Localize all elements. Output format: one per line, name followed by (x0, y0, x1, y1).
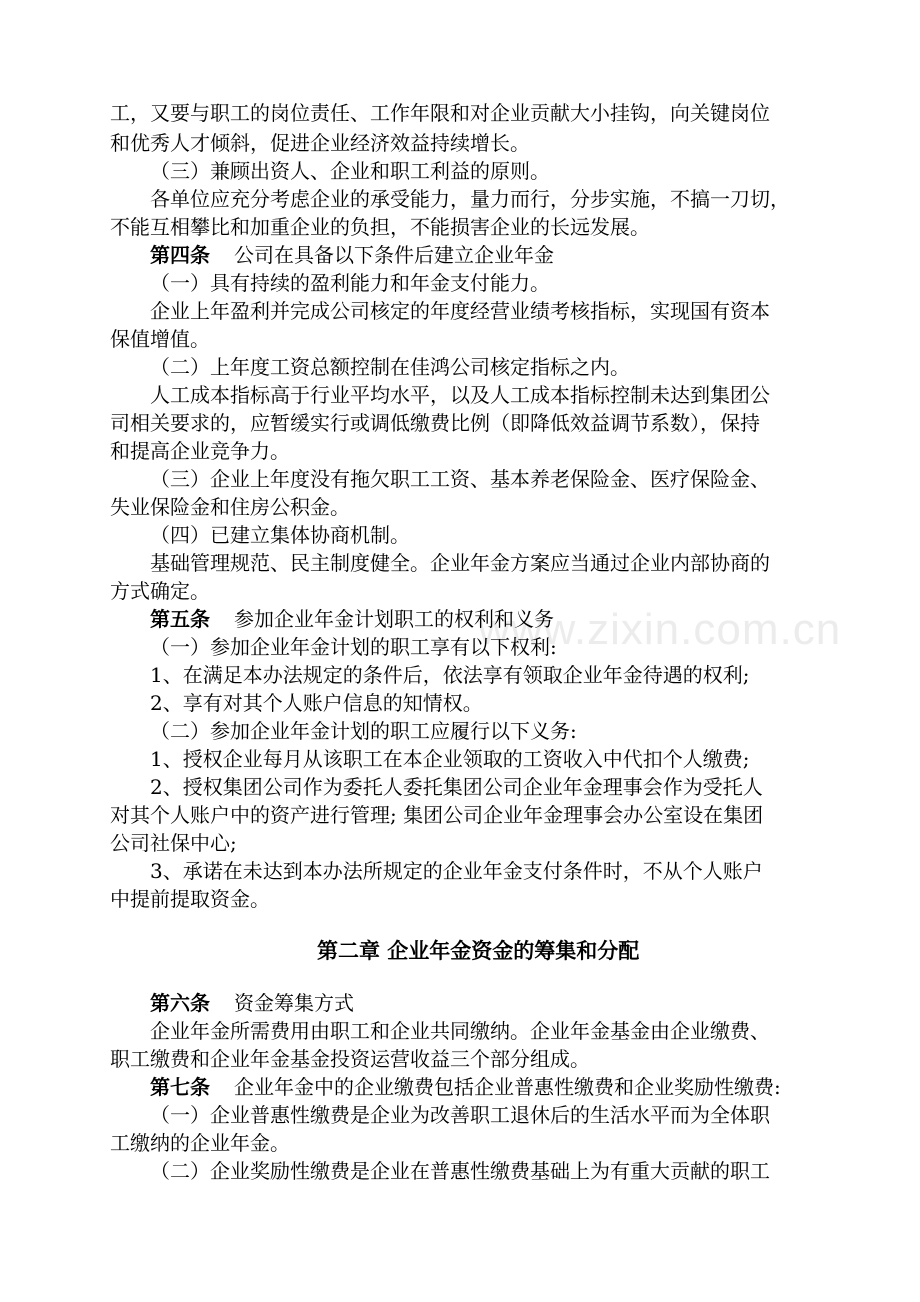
paragraph-line: 中提前提取资金。 (110, 887, 270, 911)
paragraph-line: 企业年金所需费用由职工和企业共同缴纳。企业年金基金由企业缴费、 (150, 1019, 770, 1043)
article-number: 第五条 (150, 607, 210, 631)
chapter-title: 第二章 企业年金资金的筹集和分配 (317, 939, 640, 963)
paragraph-line: （三）兼顾出资人、企业和职工利益的原则。 (150, 159, 550, 183)
paragraph-line: 和提高企业竞争力。 (110, 439, 290, 463)
paragraph-line: 职工缴费和企业年金基金投资运营收益三个部分组成。 (110, 1047, 590, 1071)
paragraph-line: 企业上年盈利并完成公司核定的年度经营业绩考核指标，实现国有资本 (150, 299, 770, 323)
paragraph-line: （三）企业上年度没有拖欠职工工资、基本养老保险金、医疗保险金、 (150, 467, 770, 491)
paragraph-line: （二）参加企业年金计划的职工应履行以下义务: (150, 719, 577, 743)
paragraph-line: 司相关要求的，应暂缓实行或调低缴费比例（即降低效益调节系数），保持 (110, 411, 760, 435)
paragraph-line: （一）具有持续的盈利能力和年金支付能力。 (150, 271, 550, 295)
paragraph-line: （二）企业奖励性缴费是企业在普惠性缴费基础上为有重大贡献的职工 (150, 1159, 770, 1183)
article-heading: 资金筹集方式 (234, 991, 354, 1015)
article-heading: 公司在具备以下条件后建立企业年金 (234, 243, 554, 267)
article-line (150, 990, 354, 1016)
paragraph-line: 基础管理规范、民主制度健全。企业年金方案应当通过企业内部协商的 (150, 551, 770, 575)
paragraph-line: 失业保险金和住房公积金。 (110, 495, 350, 519)
watermark-text: www.zixin.com.cn (478, 605, 842, 654)
paragraph-line: 保值增值。 (110, 327, 210, 351)
paragraph-line: （一）参加企业年金计划的职工享有以下权利: (150, 635, 557, 659)
article-line (150, 606, 554, 632)
paragraph-line: 1、授权企业每月从该职工在本企业领取的工资收入中代扣个人缴费; (150, 747, 750, 771)
paragraph-line: （四）已建立集体协商机制。 (150, 523, 410, 547)
paragraph-line: 2、享有对其个人账户信息的知情权。 (150, 691, 483, 715)
article-line (150, 242, 554, 268)
article-line (150, 1074, 781, 1100)
paragraph-line: 3、承诺在未达到本办法所规定的企业年金支付条件时，不从个人账户 (150, 859, 763, 883)
paragraph-line: 不能互相攀比和加重企业的负担，不能损害企业的长远发展。 (110, 215, 650, 239)
paragraph-line: 和优秀人才倾斜，促进企业经济效益持续增长。 (110, 131, 530, 155)
paragraph-line: （一）企业普惠性缴费是企业为改善职工退休后的生活水平而为全体职 (150, 1103, 770, 1127)
paragraph-line: 1、在满足本办法规定的条件后，依法享有领取企业年金待遇的权利; (150, 663, 750, 687)
paragraph-line: （二）上年度工资总额控制在佳鸿公司核定指标之内。 (150, 355, 630, 379)
paragraph-line: 工，又要与职工的岗位责任、工作年限和对企业贡献大小挂钩，向关键岗位 (110, 101, 770, 125)
paragraph-line: 人工成本指标高于行业平均水平，以及人工成本指标控制未达到集团公 (150, 383, 770, 407)
paragraph-line: 工缴纳的企业年金。 (110, 1131, 290, 1155)
paragraph-line: 2、授权集团公司作为委托人委托集团公司企业年金理事会作为受托人 (150, 775, 763, 799)
paragraph-line: 公司社保中心; (110, 831, 237, 855)
paragraph-line: 对其个人账户中的资产进行管理; 集团公司企业年金理事会办公室设在集团 (110, 803, 764, 827)
paragraph-line: 各单位应充分考虑企业的承受能力，量力而行，分步实施，不搞一刀切， (150, 187, 790, 211)
paragraph-line: 方式确定。 (110, 579, 210, 603)
article-heading: 参加企业年金计划职工的权利和义务 (234, 607, 554, 631)
article-number: 第四条 (150, 243, 210, 267)
article-heading: 企业年金中的企业缴费包括企业普惠性缴费和企业奖励性缴费: (234, 1075, 781, 1099)
article-number: 第七条 (150, 1075, 210, 1099)
article-number: 第六条 (150, 991, 210, 1015)
